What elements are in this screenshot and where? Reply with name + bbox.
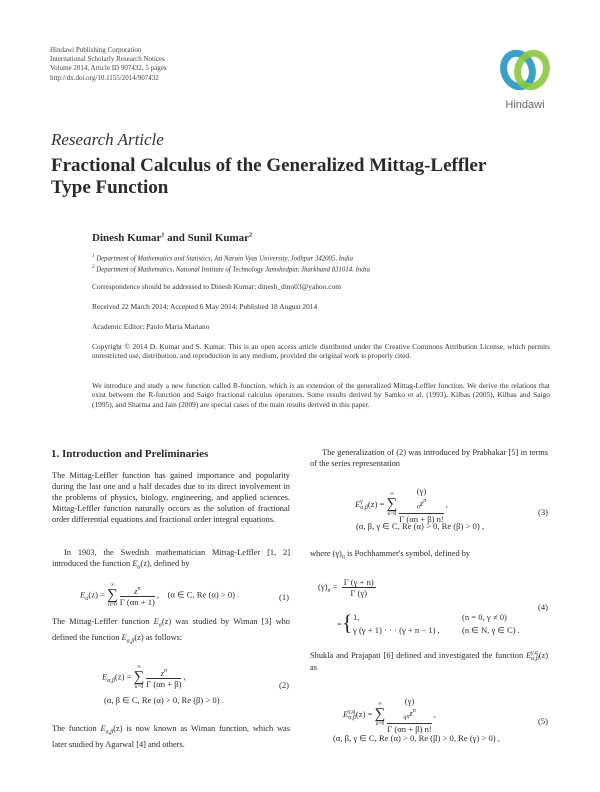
affil-text: Department of Mathematics and Statistics, Jai Narain Vyas University, Jodhpur 342005, India [96,255,354,263]
journal-header [50,46,167,83]
math: (γ) [318,581,328,592]
math: n [416,504,420,511]
sum-symbol: ∞ ∑ n=0 [386,491,398,518]
sum-symbol: ∞ ∑ n=0 [374,701,386,728]
text: The Mittag-Leffler function [52,617,154,626]
case-1-condition: (n = 0, γ ≠ 0) [462,612,507,622]
math: E [102,671,108,682]
math: α [158,622,162,629]
sum-bottom: n=0 [375,721,385,728]
math: α [85,596,89,603]
section-heading: 1. Introduction and Preliminaries [51,448,209,460]
case-2: γ (γ + 1) · · · (γ + n − 1) , [353,625,440,635]
text: (z) is now known as Wiman function, which was later studied by Agarwal [4] and others. [52,724,290,749]
math: α,β [531,656,539,663]
affil-num: 2 [92,265,95,270]
sum-symbol: ∞ ∑ n=0 [133,664,145,690]
text: Shukla and Prajapati [6] defined and investigated the function [310,651,526,660]
equation-number: (1) [279,592,290,602]
math: (z) = [355,708,375,719]
equation-number: (3) [538,507,549,517]
sum-top: ∞ [136,664,141,670]
text: (z) as follows: [134,632,183,642]
equation-5-condition: (α, β, γ ∈ C, Re (α) > 0, Re (β) > 0, Re (γ) > 0) , [333,733,500,743]
math: (γ) [416,486,427,496]
math: z [134,585,138,596]
dates: Received 22 March 2014; Accepted 6 May 2014; Published 18 August 2014 [92,302,318,311]
math: Γ (γ) [350,588,368,598]
paragraph [52,723,290,750]
math: α,β [360,504,368,511]
math: Γ (αn + 1) [119,596,155,607]
paragraph: The Mittag-Leffler function has gained importance and popularity during the last one and a half decades due to its direct involvement in the problems of physics, biology, engineering, and applied sciences. Mittag-Leffler function naturally occurs as the solution of fractional order differential equations and fractional order integral equations. [52,471,290,524]
paragraph [52,616,290,647]
sum-top: ∞ [377,701,382,708]
math: Γ (αn + β) [146,678,182,689]
fraction [120,584,155,607]
affiliation [92,263,550,275]
math: (γ) [404,696,415,706]
hindawi-logo [494,48,556,111]
math: E [100,724,106,733]
math: Γ (αn + β) n! [399,513,444,524]
authors [92,232,252,244]
math: , [445,498,448,509]
academic-editor: Academic Editor: Paolo Maria Mariano [92,322,210,331]
equation-number: (4) [538,602,549,612]
equation-2-condition: (α, β ∈ C, Re (α) > 0, Re (β) > 0) . [104,695,224,705]
math: E [80,589,86,600]
fraction [146,666,181,689]
sum-symbol: ∞ ∑ n=0 [107,582,118,608]
equals: = [337,619,342,629]
abstract: We introduce and study a new function called R-function, which is an extension of the generalized Mittag-Leffler function. We derive the relations that exist between the R-function and Saigo fractional calculus operators. Some results derived by Samko et al. (1993), Kilbas (2005), Kilbas and Saigo (1995), and Sharma and Jain (2009) are special cases of the main results derived in this paper. [92,381,550,409]
case-1: 1, [353,612,360,622]
fraction [342,577,376,598]
brace: { [342,610,353,635]
paragraph [52,547,290,574]
sum-bottom: n=0 [134,684,144,690]
math: α,β [348,714,356,721]
affil-text: Department of Mathematics, National Institute of Technology Jamshedpur, Jharkhand 831014, India [96,266,370,274]
title-line: Type Function [51,177,169,198]
equation-number: (2) [279,680,290,690]
math: n [164,668,168,675]
math: , [183,671,186,682]
text: where (γ) [310,549,342,558]
math: (z) = [367,498,387,509]
math: , [433,708,436,719]
equation-4 [318,577,378,598]
math: n [423,498,427,504]
math: E [343,708,349,719]
doi-link[interactable]: http://dx.doi.org/10.1155/2014/907432 [50,73,159,82]
math: Γ (αn + β) n! [387,723,432,734]
logo-text: Hindawi [505,99,545,111]
text: The function [52,724,101,733]
math: α [137,564,141,571]
case-2-condition: (n ∈ N, γ ∈ C) . [462,625,520,635]
publisher: Hindawi Publishing Corporation [50,46,142,54]
hindawi-logo-icon [494,48,556,92]
correspondence: Correspondence should be addressed to Dinesh Kumar; dinesh_dino03@yahoo.com [92,282,342,291]
math: γ [360,498,363,505]
paragraph [310,650,548,673]
affil-num: 1 [92,254,95,259]
math: α,β [126,638,135,645]
math: n [327,588,331,595]
affil-mark: 2 [249,232,253,239]
article-type: Research Article [51,130,164,149]
math: (z) = [88,589,108,600]
equation-2 [102,664,186,691]
sum-bottom: n=0 [387,511,397,518]
equation-3-condition: (α, β, γ ∈ C, Re (α) > 0, Re (β) > 0) , [356,521,484,531]
text: (z), defined by [140,559,190,568]
text: is Pochhammer's symbol, defined by [344,549,471,558]
math: E [355,498,361,509]
equation-number: (5) [538,716,549,726]
sum-top: ∞ [389,491,394,498]
author-name: Sunil Kumar [187,232,250,244]
math: γ,q [348,708,356,715]
equation-3 [355,486,448,524]
math: α,β [107,678,115,685]
math: z [419,497,424,508]
paper-title [51,155,531,199]
affil-mark: 1 [161,232,165,239]
text: (z) as [310,651,548,673]
math: n [412,708,416,714]
paragraph: The generalization of (2) was introduced by Prabhakar [5] in terms of the series representation [310,448,548,468]
text: In 1903, the Swedish mathematician Mittag-Leffler [1, 2] introduced the function [52,548,290,568]
math: E [121,632,127,642]
math: n [137,586,141,593]
author-name: Dinesh Kumar [92,232,162,244]
math: α,β [105,729,114,736]
fraction [387,696,431,734]
journal-name: International Scholarly Research Notices [50,55,165,64]
equation-5 [343,696,436,734]
fraction [399,486,443,524]
math: Γ (γ + n) [343,577,374,587]
sum-top: ∞ [110,582,115,588]
math: γ,q [531,650,538,657]
copyright: Copyright © 2014 D. Kumar and S. Kumar. This is an open access article distributed under the Creative Commons Attribution License, which permits unrestricted use, distribution, and reproduction in any medium, provided the original work is properly cited. [92,342,550,361]
math: E [525,651,532,660]
math: E [132,559,138,568]
equation-1 [80,582,239,609]
math: (z) = [114,671,134,682]
math: E [153,617,159,626]
paragraph [310,548,548,564]
math: qn [403,714,410,721]
volume-info: Volume 2014, Article ID 907432, 5 pages [50,64,167,73]
title-line: Fractional Calculus of the Generalized Mittag-Leffler [51,155,487,176]
math: z [409,707,413,718]
math: z [160,667,165,678]
sum-bottom: n=0 [108,602,117,608]
math: = [330,581,340,592]
math: , (α ∈ C, Re (α) > 0) . [156,589,240,600]
text: (z) was studied by Wiman [3] who defined the function [52,617,290,642]
author-sep: and [164,232,188,244]
affiliation [92,252,550,264]
math: n [341,554,345,561]
